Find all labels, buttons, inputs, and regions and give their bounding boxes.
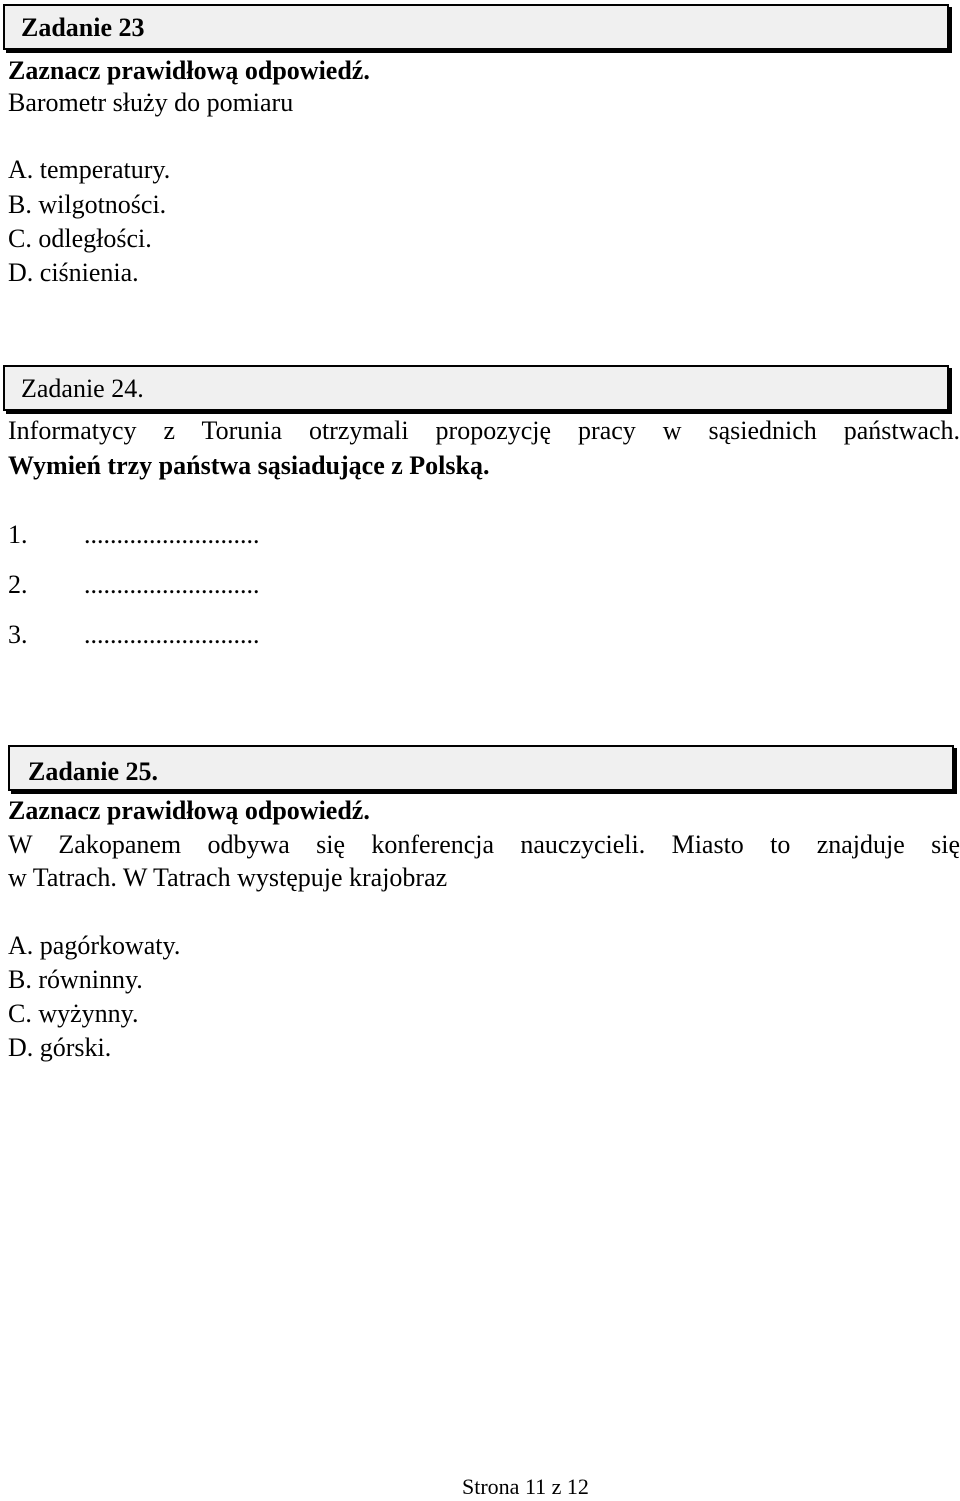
answer-blank-3[interactable]: ........................... <box>84 620 260 649</box>
task-24-context <box>8 414 960 448</box>
answer-number-1: 1. <box>8 520 28 549</box>
task-25-option-b: B. równinny. <box>8 965 143 994</box>
answer-line-3[interactable] <box>8 618 260 652</box>
page-number: Strona 11 z 12 <box>462 1474 589 1499</box>
task-23-title: Zadanie 23 <box>21 13 145 42</box>
task-24-instruction: Wymień trzy państwa sąsiadujące z Polską. <box>8 451 490 480</box>
task-23-option-d: D. ciśnienia. <box>8 258 139 287</box>
task-25-context-line-1-text: W Zakopanem odbywa się konferencja nauczycieli. Miasto to znajduje się <box>8 830 960 859</box>
task-23-header <box>3 4 949 50</box>
task-25-option-a: A. pagórkowaty. <box>8 931 181 960</box>
task-25-option-d: D. górski. <box>8 1033 112 1062</box>
task-25-header <box>8 745 954 791</box>
task-25-context-line-1 <box>8 828 960 862</box>
answer-number-2: 2. <box>8 570 28 599</box>
task-23-instruction: Zaznacz prawidłową odpowiedź. <box>8 56 370 85</box>
task-23-option-c: C. odległości. <box>8 224 152 253</box>
task-25-option-c: C. wyżynny. <box>8 999 139 1028</box>
task-24-context-text: Informatycy z Torunia otrzymali propozycję pracy w sąsiednich państwach. <box>8 416 960 445</box>
answer-blank-1[interactable]: ........................... <box>84 520 260 549</box>
task-23-option-b: B. wilgotności. <box>8 190 167 219</box>
task-24-title: Zadanie 24. <box>21 374 144 403</box>
answer-number-3: 3. <box>8 620 28 649</box>
task-25-instruction: Zaznacz prawidłową odpowiedź. <box>8 796 370 825</box>
task-25-context-line-2: w Tatrach. W Tatrach występuje krajobraz <box>8 863 448 892</box>
task-25-title: Zadanie 25. <box>28 757 159 786</box>
task-23-question: Barometr służy do pomiaru <box>8 88 294 117</box>
answer-line-2[interactable] <box>8 568 260 602</box>
answer-blank-2[interactable]: ........................... <box>84 570 260 599</box>
answer-line-1[interactable] <box>8 518 260 552</box>
task-23-option-a: A. temperatury. <box>8 155 171 184</box>
task-24-header <box>3 365 949 411</box>
